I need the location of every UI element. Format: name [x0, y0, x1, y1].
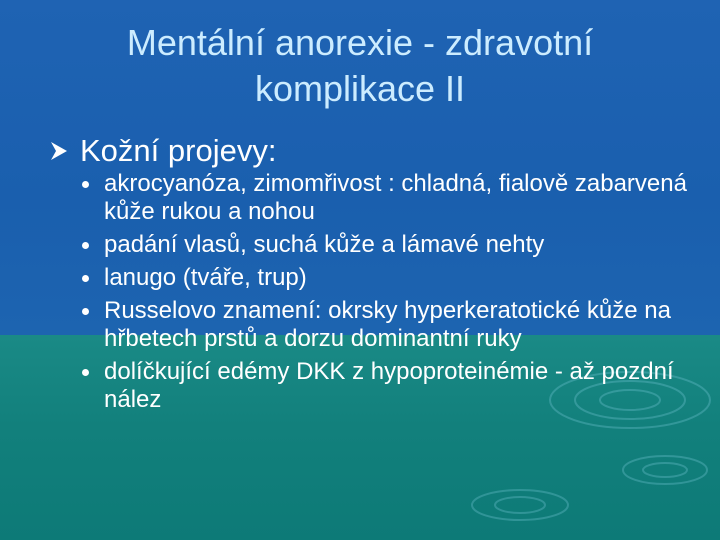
- dot-icon: [82, 181, 89, 188]
- list-item: [82, 231, 702, 259]
- slide-title-line-2: komplikace II: [254, 68, 466, 109]
- list-item-text: padání vlasů, suchá kůže a lámavé nehty: [104, 231, 545, 258]
- list-item: [82, 264, 702, 292]
- dot-icon: [82, 242, 89, 249]
- list-item: [82, 297, 702, 353]
- section-heading: [48, 132, 276, 170]
- list-item-text: akrocyanóza, zimomřivost : chladná, fialově zabarvená kůže rukou a nohou: [104, 170, 687, 225]
- slide-title: [60, 20, 660, 112]
- list-item: [82, 358, 702, 414]
- arrow-right-icon: [48, 140, 70, 162]
- list-item-text: lanugo (tváře, trup): [104, 264, 307, 291]
- slide-title-line-1: Mentální anorexie - zdravotní: [126, 22, 594, 63]
- dot-icon: [82, 308, 89, 315]
- dot-icon: [82, 275, 89, 282]
- list-item: [82, 170, 702, 226]
- bullet-list: [82, 170, 702, 419]
- list-item-text: Russelovo znamení: okrsky hyperkeratotické kůže na hřbetech prstů a dorzu dominantní ruky: [104, 297, 671, 352]
- dot-icon: [82, 369, 89, 376]
- list-item-text: dolíčkující edémy DKK z hypoproteinémie - až pozdní nález: [104, 358, 674, 413]
- section-heading-text: Kožní projevy:: [80, 133, 277, 168]
